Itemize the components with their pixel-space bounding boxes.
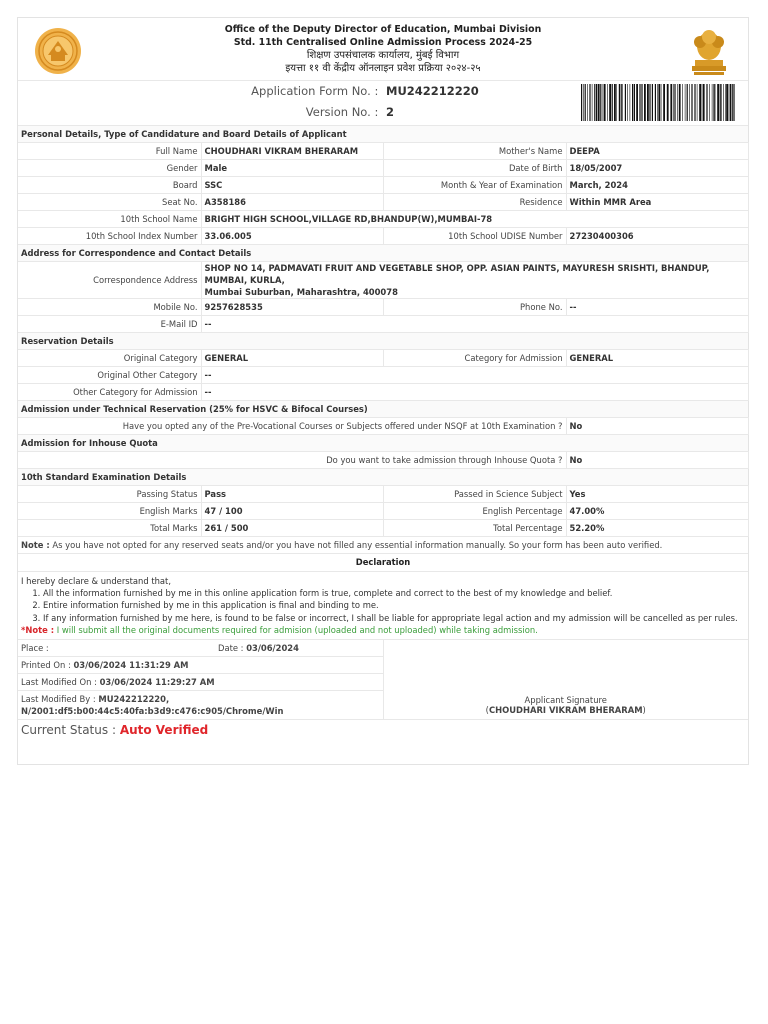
barcode-bar [657, 84, 658, 121]
original-other-category-label: Original Other Category [18, 367, 201, 384]
barcode-bar [712, 84, 713, 121]
barcode-image [581, 84, 735, 121]
total-percentage-value: 52.20% [566, 520, 748, 537]
barcode-bar [677, 84, 678, 121]
barcode-bar [647, 84, 649, 121]
residence-value: Within MMR Area [566, 194, 748, 211]
science-passed-label: Passed in Science Subject [383, 486, 566, 503]
english-percentage-label: English Percentage [383, 503, 566, 520]
technical-answer: No [566, 418, 748, 435]
barcode-bar [639, 84, 640, 121]
barcode-bar [598, 84, 600, 121]
barcode-bar [652, 84, 653, 121]
table-row [18, 211, 748, 228]
table-row [18, 350, 748, 367]
admission-category-label: Category for Admission [383, 350, 566, 367]
date-value: 03/06/2024 [246, 642, 299, 653]
barcode-bar [729, 84, 730, 121]
signature-cell: Applicant Signature (CHOUDHARI VIKRAM BHERARAM) [383, 639, 748, 719]
documents-note-text: I will submit all the original documents required for admision (uploaded and not uploaded) while taking admission. [56, 625, 538, 636]
declaration-item: 2. Entire information furnished by me in this application is final and binding to me. [43, 599, 745, 611]
barcode-bar [703, 84, 705, 121]
barcode-bar [732, 84, 733, 121]
udise-label: 10th School UDISE Number [383, 228, 566, 245]
residence-label: Residence [383, 194, 566, 211]
admission-category-value: GENERAL [566, 350, 748, 367]
header-line-3: शिक्षण उपसंचालक कार्यालय, मुंबई विभाग [306, 50, 460, 61]
barcode-bar [636, 84, 638, 121]
table-row [18, 520, 748, 537]
barcode-bar [625, 84, 626, 121]
version-value: 2 [386, 105, 395, 119]
status-value: Auto Verified [119, 723, 209, 738]
declaration-intro: I hereby declare & understand that, [21, 575, 172, 586]
barcode-bar [689, 84, 690, 121]
original-category-label: Original Category [18, 350, 201, 367]
barcode-bar [604, 84, 606, 121]
table-row [18, 486, 748, 503]
school-index-value: 33.06.005 [201, 228, 383, 245]
full-name-label: Full Name [18, 143, 201, 160]
other-admission-category-value: -- [201, 384, 748, 401]
printed-label: Printed On : [21, 659, 71, 670]
documents-note-label: *Note : [21, 625, 55, 636]
modified-value: 03/06/2024 11:29:27 AM [99, 676, 215, 687]
maharashtra-seal-emblem [34, 27, 82, 75]
note-text: As you have not opted for any reserved seats and/or you have not filled any essential information manually. So your form has been auto verified. [52, 540, 663, 550]
barcode-bar [730, 84, 731, 121]
table-row [18, 316, 748, 333]
section-personal-heading: Personal Details, Type of Candidature and Board Details of Applicant [18, 126, 748, 143]
signature-label: Applicant Signature [524, 694, 607, 705]
exam-month-label: Month & Year of Examination [383, 177, 566, 194]
barcode-bar [587, 84, 588, 121]
barcode-bar [663, 84, 665, 121]
declaration-item: 3. If any information furnished by me here, is found to be false or incorrect, I shall be liable for appropriate legal action and my admission will be cancelled as per rules. [43, 612, 745, 624]
board-value: SSC [201, 177, 383, 194]
barcode-bar [694, 84, 695, 121]
modified-by-cell [18, 690, 383, 719]
table-row [18, 639, 748, 656]
table-row [18, 537, 748, 554]
barcode-bar [714, 84, 715, 121]
barcode-bar [721, 84, 722, 121]
barcode-bar [697, 84, 698, 121]
table-row [18, 367, 748, 384]
gender-value: Male [201, 160, 383, 177]
header-line-4: इयत्ता ११ वी केंद्रीय ऑनलाइन प्रवेश प्रक्रिया २०२४-२५ [285, 63, 481, 74]
place-cell [18, 639, 215, 656]
gender-label: Gender [18, 160, 201, 177]
signature-name: CHOUDHARI VIKRAM BHERARAM [488, 704, 643, 715]
barcode-bar [594, 84, 595, 121]
school-name-label: 10th School Name [18, 211, 201, 228]
barcode-bar [622, 84, 623, 121]
technical-question: Have you opted any of the Pre-Vocational Courses or Subjects offered under NSQF at 10th Examination ? [18, 418, 566, 435]
table-row [18, 719, 748, 741]
barcode-bar [609, 84, 611, 121]
barcode-bar [603, 84, 604, 121]
barcode-bar [583, 84, 584, 121]
barcode-bar [682, 84, 683, 121]
modified-by-value-2: N/2001:df5:b00:44c5:40fa:b3d9:c476:c905/Chrome/Win [21, 705, 284, 716]
barcode-bar [634, 84, 635, 121]
barcode-bar [581, 84, 582, 121]
declaration-list [21, 587, 745, 624]
national-emblem [684, 24, 734, 78]
header-line-1: Office of the Deputy Director of Education, Mumbai Division [224, 24, 542, 35]
table-row [18, 228, 748, 245]
section-inhouse-heading: Admission for Inhouse Quota [18, 435, 748, 452]
barcode-bar [725, 84, 726, 121]
header-line-2: Std. 11th Centralised Online Admission Process 2024-25 [233, 37, 533, 48]
dob-label: Date of Birth [383, 160, 566, 177]
barcode-bar [619, 84, 620, 121]
english-percentage-value: 47.00% [566, 503, 748, 520]
barcode-bar [673, 84, 674, 121]
barcode-bar [632, 84, 633, 121]
application-id-box [18, 80, 748, 125]
phone-value: -- [566, 299, 748, 316]
school-index-label: 10th School Index Number [18, 228, 201, 245]
barcode-bar [723, 84, 724, 121]
header-titles [98, 23, 668, 75]
barcode-bar [717, 84, 719, 121]
printed-value: 03/06/2024 11:31:29 AM [73, 659, 189, 670]
total-marks-label: Total Marks [18, 520, 201, 537]
barcode-bar [691, 84, 692, 121]
section-reservation-heading: Reservation Details [18, 333, 748, 350]
barcode-bar [589, 84, 590, 121]
barcode-bar [585, 84, 586, 121]
inhouse-question: Do you want to take admission through Inhouse Quota ? [18, 452, 566, 469]
total-percentage-label: Total Percentage [383, 520, 566, 537]
auto-verified-note [18, 537, 748, 554]
modified-by-value-1: MU242212220, [98, 693, 170, 704]
table-row [18, 503, 748, 520]
address-line-1: SHOP NO 14, PADMAVATI FRUIT AND VEGETABLE SHOP, OPP. ASIAN PAINTS, MAYURESH SRISHTI, BHANDUP, MUMBAI, KURLA, [204, 263, 710, 285]
full-name-value: CHOUDHARI VIKRAM BHERARAM [201, 143, 383, 160]
date-cell [215, 639, 383, 656]
barcode-bar [733, 84, 734, 121]
barcode-bar [612, 84, 613, 121]
barcode-bar [713, 84, 714, 121]
application-form-page [17, 17, 749, 765]
passing-status-value: Pass [201, 486, 383, 503]
date-label: Date : [218, 642, 244, 653]
barcode-bar [685, 84, 686, 121]
barcode-bar [658, 84, 660, 121]
total-marks-value: 261 / 500 [201, 520, 383, 537]
status-cell [18, 719, 748, 741]
details-table [18, 125, 749, 571]
udise-value: 27230400306 [566, 228, 748, 245]
footer-table [18, 639, 748, 742]
barcode-bar [667, 84, 669, 121]
barcode-bar [644, 84, 646, 121]
form-number-line [18, 84, 479, 98]
version-label: Version No. : [305, 105, 379, 119]
barcode-bar [720, 84, 721, 121]
barcode-bar [655, 84, 656, 121]
seat-value: A358186 [201, 194, 383, 211]
seat-label: Seat No. [18, 194, 201, 211]
barcode-bar [642, 84, 643, 121]
mobile-label: Mobile No. [18, 299, 201, 316]
section-exam-heading: 10th Standard Examination Details [18, 469, 748, 486]
form-header [18, 18, 748, 80]
barcode-bar [592, 84, 593, 121]
passing-status-label: Passing Status [18, 486, 201, 503]
barcode-bar [607, 84, 608, 121]
other-admission-category-label: Other Category for Admission [18, 384, 201, 401]
barcode-bar [670, 84, 672, 121]
table-row [18, 262, 748, 299]
original-category-value: GENERAL [201, 350, 383, 367]
school-name-value: BRIGHT HIGH SCHOOL,VILLAGE RD,BHANDUP(W),MUMBAI-78 [201, 211, 748, 228]
table-row [18, 194, 748, 211]
barcode-bar [649, 84, 650, 121]
barcode-bar [709, 84, 710, 121]
barcode-bar [679, 84, 681, 121]
status-line [21, 723, 208, 737]
email-label: E-Mail ID [18, 316, 201, 333]
barcode-bar [600, 84, 601, 121]
note-label: Note : [21, 540, 50, 550]
modified-by-label: Last Modified By : [21, 693, 96, 704]
phone-label: Phone No. [383, 299, 566, 316]
barcode-bar [702, 84, 703, 121]
correspondence-address-label: Correspondence Address [18, 262, 201, 299]
dob-value: 18/05/2007 [566, 160, 748, 177]
documents-note [21, 624, 745, 636]
declaration-heading: Declaration [18, 554, 748, 571]
board-label: Board [18, 177, 201, 194]
barcode-bar [596, 84, 597, 121]
barcode-bar [699, 84, 701, 121]
table-row [18, 299, 748, 316]
exam-month-value: March, 2024 [566, 177, 748, 194]
barcode-bar [687, 84, 688, 121]
barcode-bar [627, 84, 628, 121]
section-technical-heading: Admission under Technical Reservation (25% for HSVC & Bifocal Courses) [18, 401, 748, 418]
original-other-category-value: -- [201, 367, 748, 384]
barcode-bar [630, 84, 631, 121]
section-address-heading: Address for Correspondence and Contact Details [18, 245, 748, 262]
table-row [18, 177, 748, 194]
mother-name-value: DEEPA [566, 143, 748, 160]
table-row [18, 143, 748, 160]
inhouse-answer: No [566, 452, 748, 469]
barcode-bar [640, 84, 641, 121]
barcode-bar [706, 84, 707, 121]
english-marks-value: 47 / 100 [201, 503, 383, 520]
barcode-bar [616, 84, 617, 121]
barcode-bar [621, 84, 622, 121]
email-value: -- [201, 316, 748, 333]
modified-label: Last Modified On : [21, 676, 97, 687]
table-row [18, 160, 748, 177]
english-marks-label: English Marks [18, 503, 201, 520]
correspondence-address-value [201, 262, 748, 299]
science-passed-value: Yes [566, 486, 748, 503]
barcode-bar [661, 84, 662, 121]
place-label: Place : [21, 642, 49, 653]
mobile-value: 9257628535 [201, 299, 383, 316]
barcode-bar [675, 84, 676, 121]
modified-cell [18, 673, 383, 690]
table-row [18, 418, 748, 435]
barcode-bar [614, 84, 616, 121]
table-row [18, 452, 748, 469]
form-number-label: Application Form No. : [251, 84, 379, 98]
address-line-2: Mumbai Suburban, Maharashtra, 400078 [204, 287, 398, 297]
printed-cell [18, 656, 383, 673]
version-line [18, 105, 466, 119]
table-row [18, 384, 748, 401]
form-number-value: MU242212220 [386, 84, 479, 98]
declaration-body [18, 571, 748, 639]
barcode-bar [726, 84, 728, 121]
status-label: Current Status : [21, 723, 116, 738]
mother-name-label: Mother's Name [383, 143, 566, 160]
declaration-item: 1. All the information furnished by me in this online application form is true, complete and correct to the best of my knowledge and belief. [43, 587, 745, 599]
